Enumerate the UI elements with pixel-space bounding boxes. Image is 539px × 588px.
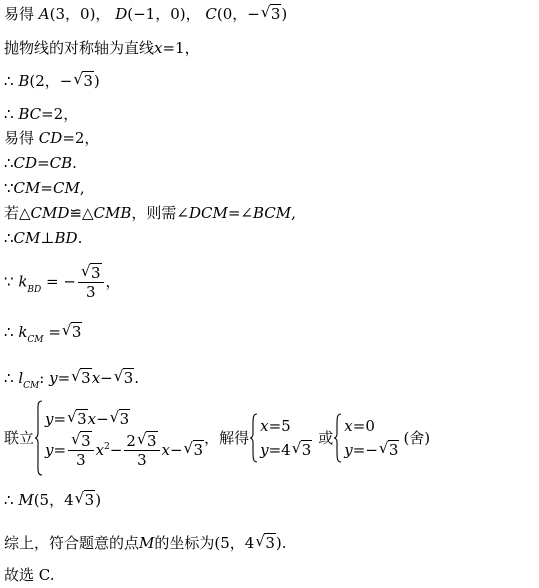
text: ，则需∠ bbox=[131, 204, 189, 222]
var-y: y bbox=[45, 409, 54, 428]
solution-1-row-1 bbox=[260, 414, 312, 438]
radicand: 3 bbox=[77, 409, 87, 428]
equation-system bbox=[45, 406, 204, 471]
subscript: BD bbox=[27, 284, 42, 295]
text: . bbox=[134, 369, 140, 387]
equation-row-2 bbox=[45, 432, 204, 471]
sqrt: √ 3 bbox=[378, 439, 399, 459]
line-6 bbox=[4, 153, 77, 173]
angle: BCM bbox=[252, 204, 292, 222]
text: 若△ bbox=[4, 204, 31, 222]
point-b: B bbox=[18, 72, 30, 90]
coords: (3，0)， bbox=[49, 5, 111, 23]
solution-1-row-2 bbox=[260, 438, 312, 462]
sqrt: √ 3 bbox=[71, 367, 91, 387]
numerator-coef: 2 bbox=[126, 432, 136, 450]
coords: ) bbox=[95, 491, 102, 509]
text: , bbox=[79, 179, 85, 197]
line-13 bbox=[4, 400, 430, 476]
var-l: l bbox=[18, 369, 24, 387]
therefore-symbol: ∴ bbox=[4, 369, 14, 387]
text: = bbox=[57, 369, 71, 387]
var-x: x bbox=[260, 417, 269, 435]
text: − bbox=[96, 409, 109, 428]
radicand: 3 bbox=[83, 72, 93, 90]
segment: CD bbox=[13, 154, 38, 172]
denominator: 3 bbox=[137, 451, 147, 469]
because-symbol: ∵ bbox=[4, 272, 14, 291]
point-c: C bbox=[205, 5, 217, 23]
text: = − bbox=[46, 272, 76, 291]
line-7 bbox=[4, 178, 85, 198]
text: ，解得 bbox=[204, 429, 250, 447]
text: − bbox=[100, 369, 113, 387]
radicand: 3 bbox=[265, 534, 275, 552]
line-8 bbox=[4, 203, 296, 223]
text: =− bbox=[352, 441, 378, 459]
sqrt: √ 3 bbox=[113, 367, 134, 387]
subscript: CM bbox=[23, 381, 40, 391]
therefore-symbol: ∴ bbox=[4, 229, 14, 247]
left-brace-icon bbox=[34, 400, 43, 476]
sqrt: √ 3 bbox=[80, 262, 101, 282]
point-m: M bbox=[18, 491, 34, 509]
text: 易得 bbox=[4, 5, 35, 23]
var-y: y bbox=[45, 440, 54, 459]
fraction bbox=[78, 264, 104, 301]
var-x: x bbox=[87, 409, 97, 428]
segment: CD bbox=[38, 129, 63, 147]
left-brace-icon bbox=[333, 413, 342, 463]
text: . bbox=[77, 229, 83, 247]
radicand: 3 bbox=[71, 323, 82, 341]
line-3 bbox=[4, 71, 100, 91]
radicand: 3 bbox=[81, 369, 91, 387]
var-x: x bbox=[91, 369, 101, 387]
solution-1 bbox=[260, 414, 312, 462]
text: , bbox=[291, 204, 296, 222]
sqrt: √ 3 bbox=[61, 321, 82, 341]
line-10 bbox=[4, 264, 121, 301]
radicand: 3 bbox=[301, 441, 312, 459]
var-y: y bbox=[260, 441, 269, 459]
therefore-symbol: ∴ bbox=[4, 154, 14, 172]
sqrt: √ 3 bbox=[71, 430, 91, 450]
coords: (5，4 bbox=[33, 491, 74, 509]
sqrt: √ 3 bbox=[260, 3, 281, 23]
angle: DCM bbox=[188, 204, 228, 222]
text: − bbox=[169, 440, 183, 459]
radicand: 3 bbox=[84, 491, 95, 509]
text: =2， bbox=[62, 129, 100, 147]
coords: ) bbox=[281, 5, 288, 23]
text: =1， bbox=[162, 39, 200, 57]
text: 抛物线的对称轴为直线 bbox=[4, 39, 155, 57]
text: (舍) bbox=[403, 429, 431, 447]
text: − bbox=[109, 440, 123, 459]
left-brace-icon bbox=[249, 413, 258, 463]
fraction bbox=[124, 432, 159, 469]
text: 易得 bbox=[4, 129, 35, 147]
denominator: 3 bbox=[85, 283, 96, 301]
var-k: k bbox=[18, 323, 28, 341]
text: = bbox=[53, 409, 67, 428]
subscript: CM bbox=[27, 335, 44, 345]
line-15 bbox=[4, 533, 287, 553]
coords: ) bbox=[93, 72, 100, 90]
radicand: 3 bbox=[123, 369, 134, 387]
segment: CM bbox=[13, 179, 41, 197]
text: =2， bbox=[41, 105, 79, 123]
line-2 bbox=[4, 38, 200, 58]
radicand: 3 bbox=[81, 432, 91, 450]
fraction bbox=[68, 432, 94, 469]
text: 联立 bbox=[4, 429, 35, 447]
sqrt: √ 3 bbox=[255, 532, 275, 552]
var-x: x bbox=[95, 440, 105, 459]
therefore-symbol: ∴ bbox=[4, 72, 14, 90]
text: =4 bbox=[268, 441, 291, 459]
line-1 bbox=[4, 4, 287, 24]
radicand: 3 bbox=[146, 432, 157, 450]
var-x: x bbox=[154, 39, 163, 57]
text: =5 bbox=[268, 417, 291, 435]
sqrt: √ 3 bbox=[109, 407, 130, 428]
var-x: x bbox=[161, 440, 170, 459]
point-a: A bbox=[38, 5, 50, 23]
line-12 bbox=[4, 368, 139, 391]
solution-2-row-1 bbox=[344, 414, 399, 438]
text: =0 bbox=[352, 417, 375, 435]
text: : bbox=[39, 369, 45, 387]
text: 综上，符合题意的点 bbox=[4, 534, 140, 552]
sqrt: √ 3 bbox=[74, 489, 95, 509]
text: 或 bbox=[318, 429, 334, 447]
conclusion: 故选 C. bbox=[4, 566, 55, 584]
triangle: CMB bbox=[93, 204, 132, 222]
segment: BD bbox=[54, 229, 78, 247]
coords: (−1，0)， bbox=[127, 5, 201, 23]
sqrt: √ 3 bbox=[291, 439, 312, 459]
radicand: 3 bbox=[90, 264, 101, 282]
solution-2-row-2 bbox=[344, 438, 399, 462]
radicand: 3 bbox=[388, 441, 399, 459]
radicand: 3 bbox=[119, 409, 130, 428]
sqrt: √ 3 bbox=[67, 407, 87, 428]
radicand: 3 bbox=[193, 440, 204, 459]
exponent: 2 bbox=[104, 441, 110, 452]
text: =∠ bbox=[227, 204, 253, 222]
line-9 bbox=[4, 228, 82, 248]
equation-row-1 bbox=[45, 406, 204, 432]
point-d: D bbox=[115, 5, 128, 23]
text: ≌△ bbox=[69, 204, 94, 222]
denominator: 3 bbox=[76, 451, 86, 469]
text: ). bbox=[275, 534, 287, 552]
solution-2 bbox=[344, 414, 399, 462]
text: 的坐标为(5，4 bbox=[154, 534, 255, 552]
text: = bbox=[37, 154, 50, 172]
var-y: y bbox=[344, 441, 353, 459]
segment: CM bbox=[52, 179, 80, 197]
text: = bbox=[48, 323, 61, 341]
segment: CB bbox=[49, 154, 73, 172]
therefore-symbol: ∴ bbox=[4, 491, 14, 509]
point-m: M bbox=[139, 534, 155, 552]
sqrt: √ 3 bbox=[136, 430, 157, 450]
text: = bbox=[40, 179, 53, 197]
line-16 bbox=[4, 565, 54, 585]
text: = bbox=[53, 440, 67, 459]
var-x: x bbox=[344, 417, 353, 435]
segment: CM bbox=[13, 229, 41, 247]
line-4 bbox=[4, 104, 78, 124]
because-symbol: ∵ bbox=[4, 179, 14, 197]
triangle: CMD bbox=[30, 204, 70, 222]
var-k: k bbox=[18, 272, 28, 291]
line-11 bbox=[4, 322, 82, 345]
radicand: 3 bbox=[270, 5, 281, 23]
coords: (0，− bbox=[216, 5, 260, 23]
therefore-symbol: ∴ bbox=[4, 105, 14, 123]
segment: BC bbox=[18, 105, 42, 123]
therefore-symbol: ∴ bbox=[4, 323, 14, 341]
line-14 bbox=[4, 490, 101, 510]
text: . bbox=[72, 154, 77, 172]
var-y: y bbox=[49, 369, 58, 387]
line-5 bbox=[4, 128, 99, 148]
perp-symbol: ⊥ bbox=[40, 229, 55, 247]
coords: (2，− bbox=[29, 72, 73, 90]
text: ， bbox=[105, 272, 121, 291]
sqrt: √ 3 bbox=[183, 438, 204, 459]
sqrt: √ 3 bbox=[73, 70, 93, 90]
